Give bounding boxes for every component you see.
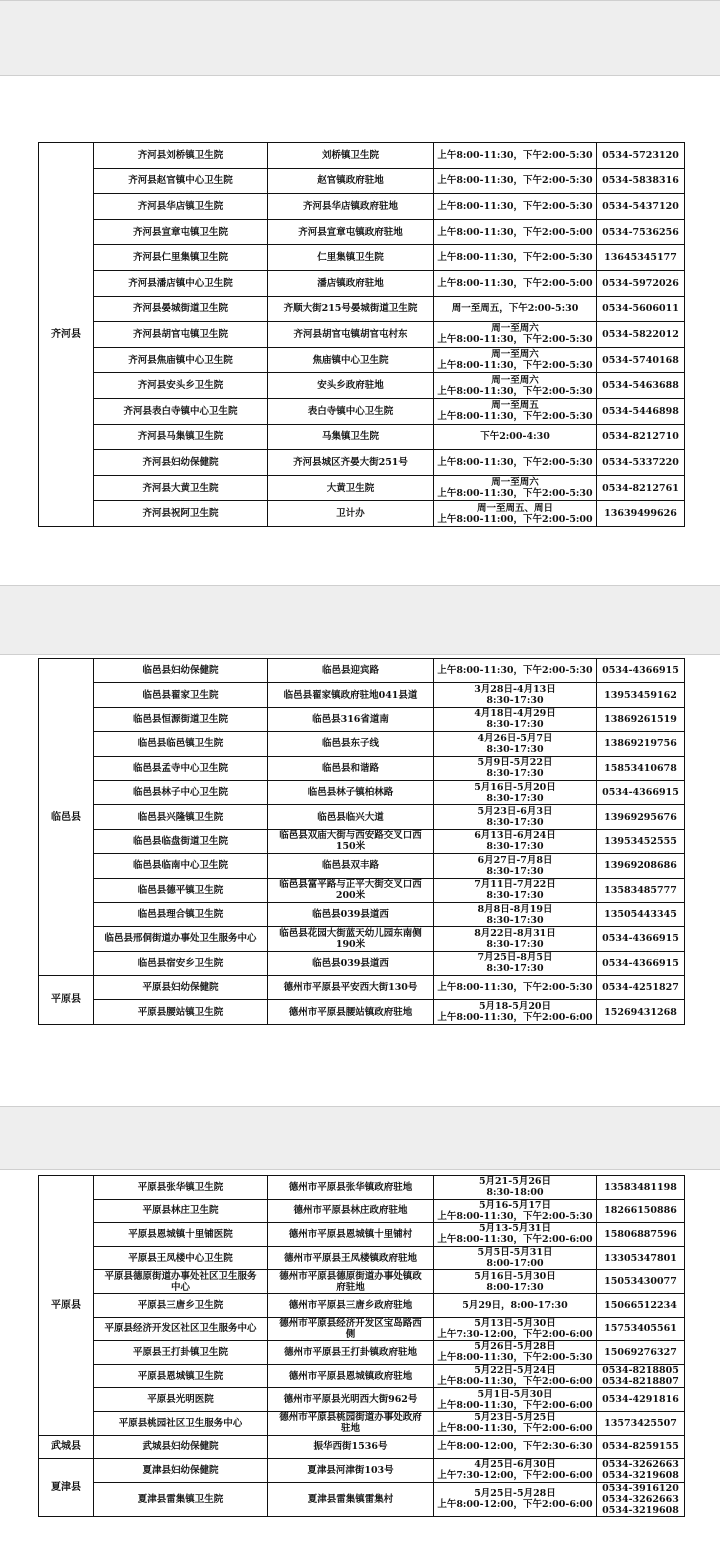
table-row — [39, 501, 685, 527]
county-cell: 武城县 — [39, 1435, 94, 1459]
address-cell: 临邑县316省道南 — [268, 707, 434, 731]
address-cell: 仁里集镇卫生院 — [268, 245, 434, 271]
table-row — [39, 927, 685, 951]
service-hours-cell: 6月13日-6月24日 8:30-17:30 — [434, 829, 597, 853]
hospital-name-cell: 临邑县兴隆镇卫生院 — [94, 805, 268, 829]
hospital-name-cell: 齐河县华店镇卫生院 — [94, 194, 268, 220]
hospital-name-cell: 临邑县恒源街道卫生院 — [94, 707, 268, 731]
hospital-name-cell: 临邑县林子中心卫生院 — [94, 780, 268, 804]
address-cell: 德州市平原县腰站镇政府驻地 — [268, 1000, 434, 1024]
hospital-name-cell: 齐河县仁里集镇卫生院 — [94, 245, 268, 271]
table-row — [39, 296, 685, 322]
address-cell: 临邑县双丰路 — [268, 854, 434, 878]
phone-cell: 15753405561 — [597, 1317, 685, 1341]
phone-cell: 13869261519 — [597, 707, 685, 731]
service-hours-cell: 上午8:00-11:30，下午2:00-5:30 — [434, 245, 597, 271]
table-row — [39, 424, 685, 450]
phone-cell: 13305347801 — [597, 1246, 685, 1270]
phone-cell: 0534-5446898 — [597, 398, 685, 424]
address-cell: 齐河县华店镇政府驻地 — [268, 194, 434, 220]
service-hours-cell: 上午8:00-11:30，下午2:00-5:00 — [434, 219, 597, 245]
phone-cell: 0534-4366915 — [597, 951, 685, 975]
address-cell: 大黄卫生院 — [268, 475, 434, 501]
hospital-name-cell: 临邑县临邑镇卫生院 — [94, 732, 268, 756]
hospital-name-cell: 齐河县表白寺镇中心卫生院 — [94, 398, 268, 424]
service-hours-cell: 4月25日-6月30日 上午7:30-12:00，下午2:00-6:00 — [434, 1459, 597, 1483]
address-cell: 振华西街1536号 — [268, 1435, 434, 1459]
phone-cell: 13645345177 — [597, 245, 685, 271]
phone-cell: 0534-4291816 — [597, 1388, 685, 1412]
service-hours-cell: 上午8:00-11:30，下午2:00-5:30 — [434, 659, 597, 683]
table-row — [39, 475, 685, 501]
table-row — [39, 1388, 685, 1412]
address-cell: 临邑县双庙大街与西安路交叉口西 150米 — [268, 829, 434, 853]
service-hours-cell: 3月28日-4月13日 8:30-17:30 — [434, 683, 597, 707]
service-hours-cell: 5月13日-5月30日 上午7:30-12:00，下午2:00-6:00 — [434, 1317, 597, 1341]
county-cell: 平原县 — [39, 1176, 94, 1436]
hospital-name-cell: 平原县经济开发区社区卫生服务中心 — [94, 1317, 268, 1341]
service-hours-cell: 上午8:00-11:30，下午2:00-5:30 — [434, 168, 597, 194]
hospital-name-cell: 齐河县安头乡卫生院 — [94, 373, 268, 399]
county-cell: 临邑县 — [39, 659, 94, 976]
phone-cell: 0534-8259155 — [597, 1435, 685, 1459]
phone-cell: 13969208686 — [597, 854, 685, 878]
table-row — [39, 659, 685, 683]
phone-cell: 0534-4366915 — [597, 780, 685, 804]
table-row — [39, 1435, 685, 1459]
address-cell: 德州市平原县德原街道办事处镇政 府驻地 — [268, 1270, 434, 1294]
phone-cell: 13639499626 — [597, 501, 685, 527]
hospital-name-cell: 平原县德原街道办事处社区卫生服务 中心 — [94, 1270, 268, 1294]
service-hours-cell: 周一至周六 上午8:00-11:30，下午2:00-5:30 — [434, 475, 597, 501]
page-gap — [0, 585, 720, 655]
address-cell: 德州市平原县王凤楼镇政府驻地 — [268, 1246, 434, 1270]
address-cell: 德州市平原县王打卦镇政府驻地 — [268, 1341, 434, 1365]
phone-cell: 0534-3916120 0534-3262663 0534-3219608 — [597, 1482, 685, 1516]
table-row — [39, 1270, 685, 1294]
address-cell: 赵官镇政府驻地 — [268, 168, 434, 194]
page-gap — [0, 0, 720, 76]
hospital-name-cell: 平原县恩城镇十里铺医院 — [94, 1223, 268, 1247]
service-hours-cell: 5月16-5月17日 上午8:00-11:30，下午2:00-5:30 — [434, 1199, 597, 1223]
service-hours-cell: 周一至周五、周日 上午8:00-11:00，下午2:00-5:00 — [434, 501, 597, 527]
phone-cell: 0534-5337220 — [597, 450, 685, 476]
phone-cell: 13505443345 — [597, 902, 685, 926]
service-hours-cell: 7月11日-7月22日 8:30-17:30 — [434, 878, 597, 902]
hospital-name-cell: 齐河县赵官镇中心卫生院 — [94, 168, 268, 194]
address-cell: 德州市平原县恩城镇政府驻地 — [268, 1364, 434, 1388]
county-cell: 齐河县 — [39, 143, 94, 527]
phone-cell: 0534-5822012 — [597, 322, 685, 348]
phone-cell: 0534-7536256 — [597, 219, 685, 245]
hospital-name-cell: 临邑县邢侗街道办事处卫生服务中心 — [94, 927, 268, 951]
address-cell: 临邑县和谐路 — [268, 756, 434, 780]
table-row — [39, 878, 685, 902]
phone-cell: 0534-4366915 — [597, 659, 685, 683]
hospital-name-cell: 齐河县焦庙镇中心卫生院 — [94, 347, 268, 373]
table-row — [39, 707, 685, 731]
address-cell: 临邑县临兴大道 — [268, 805, 434, 829]
address-cell: 齐河县胡官屯镇胡官屯村东 — [268, 322, 434, 348]
service-hours-cell: 5月23日-5月25日 上午8:00-11:30，下午2:00-6:00 — [434, 1411, 597, 1435]
hospital-name-cell: 临邑县理合镇卫生院 — [94, 902, 268, 926]
table-row — [39, 683, 685, 707]
address-cell: 夏津县河津街103号 — [268, 1459, 434, 1483]
hospital-name-cell: 平原县三唐乡卫生院 — [94, 1293, 268, 1317]
address-cell: 临邑县039县道西 — [268, 951, 434, 975]
hospital-name-cell: 武城县妇幼保健院 — [94, 1435, 268, 1459]
service-hours-cell: 8月8日-8月19日 8:30-17:30 — [434, 902, 597, 926]
address-cell: 临邑县林子镇柏林路 — [268, 780, 434, 804]
address-cell: 夏津县雷集镇雷集村 — [268, 1482, 434, 1516]
hospital-name-cell: 齐河县宣章屯镇卫生院 — [94, 219, 268, 245]
service-hours-cell: 8月22日-8月31日 8:30-17:30 — [434, 927, 597, 951]
phone-cell: 0534-5437120 — [597, 194, 685, 220]
table-row — [39, 756, 685, 780]
service-hours-cell: 周一至周六 上午8:00-11:30，下午2:00-5:30 — [434, 373, 597, 399]
service-hours-cell: 周一至周六 上午8:00-11:30，下午2:00-5:30 — [434, 347, 597, 373]
address-cell: 德州市平原县三唐乡政府驻地 — [268, 1293, 434, 1317]
hospital-name-cell: 齐河县刘桥镇卫生院 — [94, 143, 268, 169]
hospital-name-cell: 平原县张华镇卫生院 — [94, 1176, 268, 1200]
table-row — [39, 951, 685, 975]
table-row — [39, 194, 685, 220]
hospital-name-cell: 平原县王凤楼中心卫生院 — [94, 1246, 268, 1270]
address-cell: 刘桥镇卫生院 — [268, 143, 434, 169]
hospital-table-linyi-pingyuan — [38, 658, 685, 1025]
phone-cell: 0534-8218805 0534-8218807 — [597, 1364, 685, 1388]
table-row — [39, 1176, 685, 1200]
service-hours-cell: 5月26日-5月28日 上午8:00-11:30，下午2:00-5:30 — [434, 1341, 597, 1365]
hospital-name-cell: 平原县王打卦镇卫生院 — [94, 1341, 268, 1365]
hospital-name-cell: 平原县妇幼保健院 — [94, 976, 268, 1000]
address-cell: 临邑县花园大街蓝天幼儿园东南侧 190米 — [268, 927, 434, 951]
county-cell: 夏津县 — [39, 1459, 94, 1517]
hospital-name-cell: 齐河县妇幼保健院 — [94, 450, 268, 476]
address-cell: 临邑县东子线 — [268, 732, 434, 756]
table-row — [39, 1223, 685, 1247]
table-row — [39, 373, 685, 399]
table-row — [39, 976, 685, 1000]
table-row — [39, 780, 685, 804]
address-cell: 德州市平原县光明西大街962号 — [268, 1388, 434, 1412]
phone-cell: 0534-5723120 — [597, 143, 685, 169]
table-row — [39, 450, 685, 476]
address-cell: 焦庙镇中心卫生院 — [268, 347, 434, 373]
table-row — [39, 219, 685, 245]
phone-cell: 18266150886 — [597, 1199, 685, 1223]
hospital-table-pingyuan-wucheng-xiajin — [38, 1175, 685, 1517]
address-cell: 德州市平原县桃园街道办事处政府 驻地 — [268, 1411, 434, 1435]
service-hours-cell: 上午8:00-11:30，下午2:00-5:00 — [434, 270, 597, 296]
hospital-name-cell: 齐河县大黄卫生院 — [94, 475, 268, 501]
phone-cell: 13573425507 — [597, 1411, 685, 1435]
service-hours-cell: 5月13-5月31日 上午8:00-11:30，下午2:00-6:00 — [434, 1223, 597, 1247]
table-row — [39, 168, 685, 194]
service-hours-cell: 5月25日-5月28日 上午8:00-12:00，下午2:00-6:00 — [434, 1482, 597, 1516]
hospital-name-cell: 临邑县临南中心卫生院 — [94, 854, 268, 878]
service-hours-cell: 5月16日-5月30日 8:00-17:30 — [434, 1270, 597, 1294]
service-hours-cell: 上午8:00-11:30，下午2:00-5:30 — [434, 143, 597, 169]
address-cell: 齐顺大街215号晏城街道卫生院 — [268, 296, 434, 322]
phone-cell: 0534-8212710 — [597, 424, 685, 450]
service-hours-cell: 4月26日-5月7日 8:30-17:30 — [434, 732, 597, 756]
hospital-name-cell: 临邑县宿安乡卫生院 — [94, 951, 268, 975]
table-row — [39, 1411, 685, 1435]
phone-cell: 0534-3262663 0534-3219608 — [597, 1459, 685, 1483]
table-row — [39, 1341, 685, 1365]
phone-cell: 15269431268 — [597, 1000, 685, 1024]
service-hours-cell: 周一至周六 上午8:00-11:30，下午2:00-5:30 — [434, 322, 597, 348]
table-row — [39, 143, 685, 169]
page-gap — [0, 1106, 720, 1170]
county-cell: 平原县 — [39, 976, 94, 1025]
hospital-name-cell: 临邑县妇幼保健院 — [94, 659, 268, 683]
phone-cell: 13583481198 — [597, 1176, 685, 1200]
hospital-name-cell: 齐河县潘店镇中心卫生院 — [94, 270, 268, 296]
address-cell: 临邑县翟家镇政府驻地041县道 — [268, 683, 434, 707]
hospital-name-cell: 平原县恩城镇卫生院 — [94, 1364, 268, 1388]
table-row — [39, 398, 685, 424]
service-hours-cell: 5月29日，8:00-17:30 — [434, 1293, 597, 1317]
address-cell: 安头乡政府驻地 — [268, 373, 434, 399]
service-hours-cell: 上午8:00-12:00，下午2:30-6:30 — [434, 1435, 597, 1459]
service-hours-cell: 5月5日-5月31日 8:00-17:00 — [434, 1246, 597, 1270]
hospital-name-cell: 齐河县晏城街道卫生院 — [94, 296, 268, 322]
phone-cell: 15066512234 — [597, 1293, 685, 1317]
address-cell: 德州市平原县张华镇政府驻地 — [268, 1176, 434, 1200]
service-hours-cell: 5月18-5月20日 上午8:00-11:30，下午2:00-6:00 — [434, 1000, 597, 1024]
table-row — [39, 1364, 685, 1388]
phone-cell: 13969295676 — [597, 805, 685, 829]
table-row — [39, 270, 685, 296]
address-cell: 临邑县富平路与正平大街交叉口西 200米 — [268, 878, 434, 902]
phone-cell: 13953452555 — [597, 829, 685, 853]
table-row — [39, 347, 685, 373]
service-hours-cell: 上午8:00-11:30，下午2:00-5:30 — [434, 976, 597, 1000]
service-hours-cell: 4月18日-4月29日 8:30-17:30 — [434, 707, 597, 731]
service-hours-cell: 上午8:00-11:30，下午2:00-5:30 — [434, 450, 597, 476]
address-cell: 临邑县039县道西 — [268, 902, 434, 926]
hospital-name-cell: 平原县林庄卫生院 — [94, 1199, 268, 1223]
service-hours-cell: 6月27日-7月8日 8:30-17:30 — [434, 854, 597, 878]
address-cell: 齐河县城区齐晏大街251号 — [268, 450, 434, 476]
address-cell: 潘店镇政府驻地 — [268, 270, 434, 296]
service-hours-cell: 下午2:00-4:30 — [434, 424, 597, 450]
hospital-name-cell: 临邑县临盘街道卫生院 — [94, 829, 268, 853]
phone-cell: 0534-5740168 — [597, 347, 685, 373]
table-row — [39, 245, 685, 271]
table-row — [39, 805, 685, 829]
address-cell: 临邑县迎宾路 — [268, 659, 434, 683]
service-hours-cell: 5月9日-5月22日 8:30-17:30 — [434, 756, 597, 780]
hospital-name-cell: 临邑县孟寺中心卫生院 — [94, 756, 268, 780]
table-row — [39, 902, 685, 926]
service-hours-cell: 上午8:00-11:30，下午2:00-5:30 — [434, 194, 597, 220]
hospital-name-cell: 夏津县妇幼保健院 — [94, 1459, 268, 1483]
table-row — [39, 854, 685, 878]
phone-cell: 0534-8212761 — [597, 475, 685, 501]
table-row — [39, 322, 685, 348]
address-cell: 齐河县宣章屯镇政府驻地 — [268, 219, 434, 245]
phone-cell: 15053430077 — [597, 1270, 685, 1294]
address-cell: 德州市平原县林庄政府驻地 — [268, 1199, 434, 1223]
service-hours-cell: 5月21-5月26日 8:30-18:00 — [434, 1176, 597, 1200]
hospital-name-cell: 齐河县祝阿卫生院 — [94, 501, 268, 527]
phone-cell: 0534-5463688 — [597, 373, 685, 399]
table-row — [39, 1482, 685, 1516]
table-row — [39, 1246, 685, 1270]
phone-cell: 0534-5606011 — [597, 296, 685, 322]
service-hours-cell: 5月22日-5月24日 上午8:00-11:30，下午2:00-6:00 — [434, 1364, 597, 1388]
service-hours-cell: 5月1日-5月30日 上午8:00-11:30，下午2:00-6:00 — [434, 1388, 597, 1412]
phone-cell: 13583485777 — [597, 878, 685, 902]
hospital-name-cell: 齐河县胡官屯镇卫生院 — [94, 322, 268, 348]
hospital-name-cell: 平原县桃园社区卫生服务中心 — [94, 1411, 268, 1435]
phone-cell: 15853410678 — [597, 756, 685, 780]
hospital-name-cell: 齐河县马集镇卫生院 — [94, 424, 268, 450]
table-row — [39, 1317, 685, 1341]
table-row — [39, 829, 685, 853]
address-cell: 马集镇卫生院 — [268, 424, 434, 450]
phone-cell: 15806887596 — [597, 1223, 685, 1247]
table-row — [39, 732, 685, 756]
hospital-name-cell: 临邑县德平镇卫生院 — [94, 878, 268, 902]
address-cell: 卫计办 — [268, 501, 434, 527]
table-row — [39, 1199, 685, 1223]
address-cell: 表白寺镇中心卫生院 — [268, 398, 434, 424]
phone-cell: 0534-5838316 — [597, 168, 685, 194]
phone-cell: 0534-5972026 — [597, 270, 685, 296]
service-hours-cell: 周一至周五，下午2:00-5:30 — [434, 296, 597, 322]
phone-cell: 13869219756 — [597, 732, 685, 756]
service-hours-cell: 周一至周五 上午8:00-11:30，下午2:00-5:30 — [434, 398, 597, 424]
service-hours-cell: 5月16日-5月20日 8:30-17:30 — [434, 780, 597, 804]
address-cell: 德州市平原县经济开发区宝岛路西 侧 — [268, 1317, 434, 1341]
service-hours-cell: 5月23日-6月3日 8:30-17:30 — [434, 805, 597, 829]
address-cell: 德州市平原县恩城镇十里铺村 — [268, 1223, 434, 1247]
hospital-name-cell: 平原县光明医院 — [94, 1388, 268, 1412]
hospital-name-cell: 临邑县翟家卫生院 — [94, 683, 268, 707]
hospital-table-qihe — [38, 142, 685, 527]
table-row — [39, 1000, 685, 1024]
phone-cell: 15069276327 — [597, 1341, 685, 1365]
hospital-name-cell: 平原县腰站镇卫生院 — [94, 1000, 268, 1024]
phone-cell: 0534-4251827 — [597, 976, 685, 1000]
phone-cell: 0534-4366915 — [597, 927, 685, 951]
table-row — [39, 1459, 685, 1483]
address-cell: 德州市平原县平安西大街130号 — [268, 976, 434, 1000]
phone-cell: 13953459162 — [597, 683, 685, 707]
service-hours-cell: 7月25日-8月5日 8:30-17:30 — [434, 951, 597, 975]
hospital-name-cell: 夏津县雷集镇卫生院 — [94, 1482, 268, 1516]
table-row — [39, 1293, 685, 1317]
